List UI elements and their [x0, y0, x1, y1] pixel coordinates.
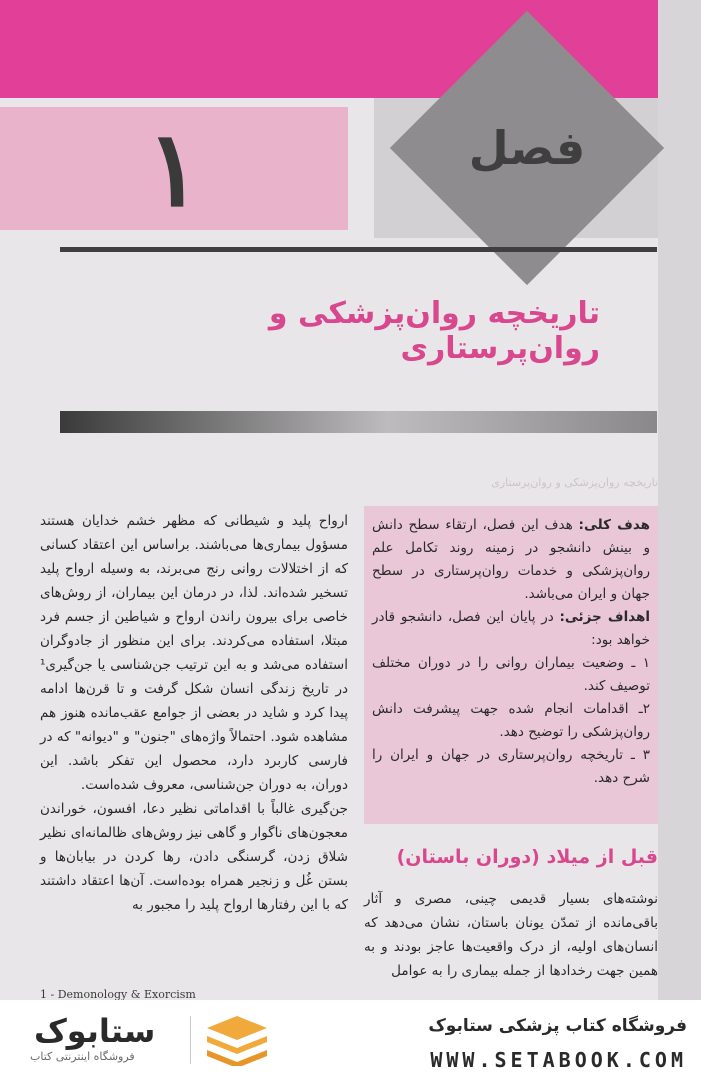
chapter-label: فصل [468, 121, 586, 175]
store-footer [0, 1000, 701, 1080]
specific-objectives-text: در پایان این فصل، دانشجو قادر خواهد بود: [372, 609, 650, 648]
chapter-number: ۱ [146, 106, 202, 230]
show-through-text: تاریخچه روان‌پزشکی و روان‌پرستاری [491, 476, 658, 489]
store-url[interactable]: WWW.SETABOOK.COM [430, 1048, 687, 1072]
chapter-title: تاریخچه روان‌پزشکی و روان‌پرستاری [268, 296, 600, 366]
gradient-divider [60, 411, 657, 433]
body-paragraph: ارواح پلید و شیطانی که مظهر خشم خدایان هستند مسؤول بیماری‌ها می‌باشند. براساس این اعتقاد کسانی که از اختلالات روانی رنج می‌برند، به وسیله ارواح پلید تسخیر شده‌اند. لذا، در درمان این بیماران، از روش‌های خاصی برای بیرون راندن ارواح و شیاطین از جسم فرد مبتلا، استفاده می‌کردند. برای این منظور از جادوگران استفاده می‌شد و به این ترتیب جن‌شناسی یا جن‌گیری¹ در تاریخ زندگی انسان شکل گرفت و تا قرن‌ها ادامه پیدا کرد و شاید در بعضی از جوامع عقب‌مانده هنوز هم مشاهده شود. احتمالاً واژه‌های "جنون" و "دیوانه" که در فارسی کاربرد دارد، محصول این تفکر باشد. این دوران، به دوران جن‌شناسی، معروف شده‌است. [40, 513, 348, 793]
objective-item: ۱ ـ وضعیت بیماران روانی را در دوران مختلف توصیف کند. [372, 655, 650, 694]
footnote: 1 - Demonology & Exorcism [40, 988, 196, 1000]
body-paragraph: نوشته‌های بسیار قدیمی چینی، مصری و آثار باقی‌مانده از تمدّن یونان باستان، نشان می‌دهد که انسان‌های اولیه، از درک واقعیت‌ها عاجز بودند و به همین جهت رخدادها از جمله بیماری را به عوامل [364, 891, 658, 979]
objective-item: ۳ ـ تاریخچه روان‌پرستاری در جهان و ایران را شرح دهد. [372, 747, 650, 786]
section-heading: قبل از میلاد (دوران باستان) [396, 846, 658, 868]
book-stack-icon [205, 1014, 270, 1066]
objectives-box [364, 506, 658, 824]
page-edge [658, 0, 701, 1000]
chapter-number-band [0, 107, 348, 230]
general-objective-text: هدف این فصل، ارتقاء سطح دانش و بینش دانشجو در زمینه روند تکامل علم روان‌پزشکی و خدمات روان‌پرستاری در سطح جهان و ایران می‌باشد. [372, 517, 650, 602]
objective-item: ۲ـ اقدامات انجام شده جهت پیشرفت دانش روان‌پزشکی را توضیح دهد. [372, 701, 650, 740]
store-name: فروشگاه کتاب پزشکی ستابوک [428, 1016, 687, 1036]
body-paragraph: جن‌گیری غالباً با اقداماتی نظیر دعا، افسون، خوراندن معجون‌های ناگوار و گاهی نیز روش‌های ظالمانه‌ای نظیر شلاق زدن، گرسنگی دادن، رها کردن در بیابان‌ها و بستن غُل و زنجیر همراه بوده‌است. آن‌ها اعتقاد داشتند که با این رفتارها ارواح پلید را مجبور به [40, 801, 348, 913]
logo-divider [190, 1016, 191, 1064]
general-objective-label: هدف کلی: [578, 517, 650, 533]
logo-wordmark: ستابوک [34, 1012, 156, 1050]
chapter-diamond [393, 14, 661, 282]
right-column-body [364, 887, 658, 983]
logo-tagline: فروشگاه اینترنتی کتاب [30, 1050, 135, 1063]
title-rule [60, 247, 657, 252]
left-column-body [40, 509, 348, 917]
specific-objectives-label: اهداف جزئی: [559, 609, 650, 625]
store-logo[interactable] [10, 1012, 280, 1068]
